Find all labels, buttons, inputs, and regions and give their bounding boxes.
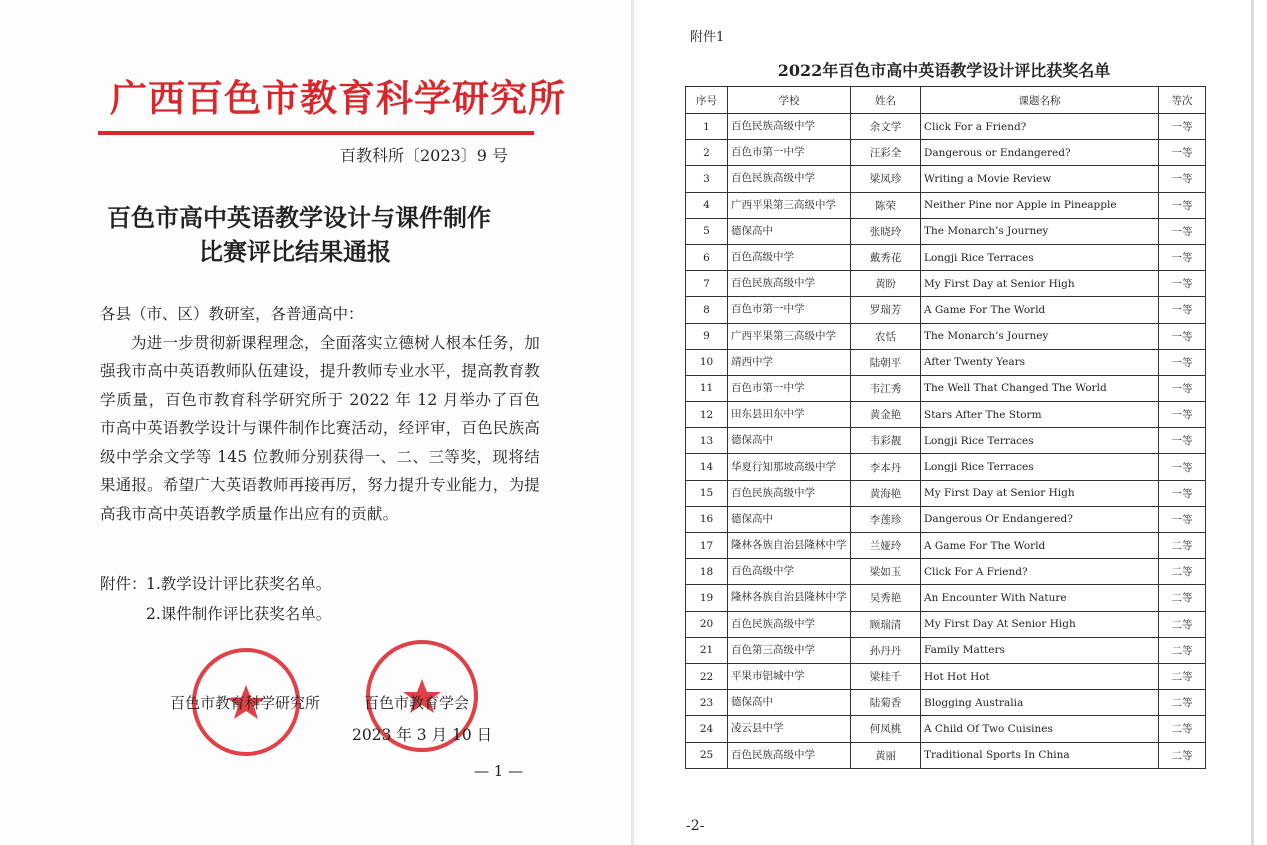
cell-topic: The Monarch’s Journey: [921, 218, 1159, 244]
table-header-row: [686, 87, 1206, 114]
cell-name: 黄丽: [851, 742, 921, 768]
table-row: [686, 480, 1206, 506]
cell-name: 张晓玲: [851, 218, 921, 244]
table-row: [686, 271, 1206, 297]
cell-school: 百色民族高级中学: [728, 742, 851, 768]
cell-no: 16: [686, 506, 728, 532]
cell-grade: 一等: [1159, 349, 1206, 375]
cell-name: 汪彩全: [851, 140, 921, 166]
cell-name: 罗瑞芳: [851, 297, 921, 323]
table-row: [686, 428, 1206, 454]
cell-grade: 一等: [1159, 166, 1206, 192]
cell-topic: Dangerous Or Endangered?: [921, 506, 1159, 532]
cell-grade: 一等: [1159, 140, 1206, 166]
table-row: [686, 585, 1206, 611]
cell-grade: 二等: [1159, 690, 1206, 716]
cell-no: 14: [686, 454, 728, 480]
salutation: 各县（市、区）教研室，各普通高中：: [100, 305, 364, 323]
cell-school: 凌云县中学: [728, 716, 851, 742]
cell-topic: A Game For The World: [921, 533, 1159, 559]
table-row: [686, 402, 1206, 428]
cell-grade: 二等: [1159, 611, 1206, 637]
cell-school: 靖西中学: [728, 349, 851, 375]
cell-grade: 一等: [1159, 323, 1206, 349]
cell-name: 李莲珍: [851, 506, 921, 532]
cell-topic: Dangerous or Endangered?: [921, 140, 1159, 166]
cell-topic: A Game For The World: [921, 297, 1159, 323]
cell-name: 吴秀艳: [851, 585, 921, 611]
cell-topic: Family Matters: [921, 637, 1159, 663]
cell-grade: 一等: [1159, 480, 1206, 506]
cell-no: 3: [686, 166, 728, 192]
cell-topic: An Encounter With Nature: [921, 585, 1159, 611]
body-paragraph: 为进一步贯彻新课程理念，全面落实立德树人根本任务，加强我市高中英语教师队伍建设，提升教师专业水平，提高教育教学质量，百色市教育科学研究所于 2022 年 12 月举办了百色市高中英语教学设计与课件制作比赛活动，经评审，百色民族高级中学余文学等 145 位教师分别获得一、二、三等奖，现将结果通报。希望广大英语教师再接再厉，努力提升专业能力，为提高我市高中英语教学质量作出应有的贡献。: [100, 333, 540, 523]
cell-name: 陆朝平: [851, 349, 921, 375]
cell-name: 梁如玉: [851, 559, 921, 585]
cell-grade: 一等: [1159, 218, 1206, 244]
table-row: [686, 218, 1206, 244]
document-title-line-1: 百色市高中英语教学设计与课件制作: [107, 203, 491, 232]
column-header-name: 姓名: [851, 87, 921, 114]
cell-grade: 二等: [1159, 716, 1206, 742]
cell-no: 11: [686, 375, 728, 401]
annex-label: 附件1: [690, 30, 725, 45]
cell-name: 梁凤珍: [851, 166, 921, 192]
cell-school: 百色第三高级中学: [728, 637, 851, 663]
cell-school: 德保高中: [728, 428, 851, 454]
cell-name: 梁桂千: [851, 663, 921, 689]
table-row: [686, 716, 1206, 742]
issuer-header: 广西百色市教育科学研究所: [110, 76, 566, 120]
cell-grade: 一等: [1159, 506, 1206, 532]
column-header-topic: 课题名称: [921, 87, 1159, 114]
cell-topic: The Monarch’s Journey: [921, 323, 1159, 349]
cell-school: 百色民族高级中学: [728, 611, 851, 637]
cell-grade: 一等: [1159, 454, 1206, 480]
cell-topic: The Well That Changed The World: [921, 375, 1159, 401]
document-number: 百教科所〔2023〕9 号: [340, 146, 508, 165]
cell-topic: My First Day at Senior High: [921, 271, 1159, 297]
cell-school: 德保高中: [728, 690, 851, 716]
table-title: 2022年百色市高中英语教学设计评比获奖名单: [777, 61, 1111, 80]
cell-school: 百色高级中学: [728, 244, 851, 270]
cell-school: 百色市第一中学: [728, 375, 851, 401]
table-row: [686, 244, 1206, 270]
table-row: [686, 663, 1206, 689]
cell-no: 12: [686, 402, 728, 428]
cell-no: 18: [686, 559, 728, 585]
table-row: [686, 637, 1206, 663]
column-header-school: 学校: [728, 87, 851, 114]
table-row: [686, 323, 1206, 349]
cell-topic: Longji Rice Terraces: [921, 428, 1159, 454]
cell-no: 4: [686, 192, 728, 218]
cell-name: 戴秀花: [851, 244, 921, 270]
cell-no: 2: [686, 140, 728, 166]
cell-no: 19: [686, 585, 728, 611]
cell-school: 百色高级中学: [728, 559, 851, 585]
cell-name: 何凤桃: [851, 716, 921, 742]
table-row: [686, 349, 1206, 375]
page-number-right: -2-: [686, 818, 705, 834]
cell-school: 百色市第一中学: [728, 140, 851, 166]
cell-grade: 一等: [1159, 114, 1206, 140]
cell-topic: A Child Of Two Cuisines: [921, 716, 1159, 742]
table-row: [686, 742, 1206, 768]
cell-school: 平果市铝城中学: [728, 663, 851, 689]
cell-school: 隆林各族自治县隆林中学: [728, 533, 851, 559]
column-header-grade: 等次: [1159, 87, 1206, 114]
cell-school: 华夏行知那坡高级中学: [728, 454, 851, 480]
table-row: [686, 114, 1206, 140]
cell-name: 兰娅玲: [851, 533, 921, 559]
cell-topic: Click For a Friend?: [921, 114, 1159, 140]
table-body: [686, 114, 1206, 769]
cell-no: 22: [686, 663, 728, 689]
cell-no: 13: [686, 428, 728, 454]
cell-topic: After Twenty Years: [921, 349, 1159, 375]
cell-topic: Neither Pine nor Apple in Pineapple: [921, 192, 1159, 218]
table-row: [686, 559, 1206, 585]
cell-no: 8: [686, 297, 728, 323]
table-row: [686, 375, 1206, 401]
cell-grade: 二等: [1159, 585, 1206, 611]
attachment-item-2: 2.课件制作评比获奖名单。: [146, 605, 332, 623]
cell-topic: Stars After The Storm: [921, 402, 1159, 428]
cell-no: 5: [686, 218, 728, 244]
cell-grade: 二等: [1159, 533, 1206, 559]
cell-school: 广西平果第三高级中学: [728, 323, 851, 349]
cell-no: 9: [686, 323, 728, 349]
cell-topic: Writing a Movie Review: [921, 166, 1159, 192]
cell-name: 农恬: [851, 323, 921, 349]
table-row: [686, 166, 1206, 192]
award-table: [685, 86, 1206, 769]
cell-grade: 一等: [1159, 428, 1206, 454]
cell-no: 25: [686, 742, 728, 768]
table-row: [686, 611, 1206, 637]
cell-grade: 一等: [1159, 192, 1206, 218]
cell-school: 百色市第一中学: [728, 297, 851, 323]
attachment-label: 附件：: [100, 575, 147, 593]
cell-grade: 二等: [1159, 637, 1206, 663]
red-divider: [98, 131, 534, 135]
column-header-no: 序号: [686, 87, 728, 114]
issue-date: 2023 年 3 月 10 日: [352, 726, 493, 744]
cell-topic: My First Day at Senior High: [921, 480, 1159, 506]
cell-name: 顾瑞清: [851, 611, 921, 637]
cell-topic: Longji Rice Terraces: [921, 454, 1159, 480]
cell-name: 余文学: [851, 114, 921, 140]
signer-institute: 百色市教育科学研究所: [170, 694, 321, 712]
table-row: [686, 297, 1206, 323]
cell-no: 15: [686, 480, 728, 506]
cell-no: 17: [686, 533, 728, 559]
cell-no: 24: [686, 716, 728, 742]
cell-grade: 二等: [1159, 663, 1206, 689]
cell-school: 百色民族高级中学: [728, 114, 851, 140]
cell-name: 李本丹: [851, 454, 921, 480]
notice-body: [100, 300, 540, 528]
table-row: [686, 192, 1206, 218]
cell-school: 隆林各族自治县隆林中学: [728, 585, 851, 611]
cell-name: 陈荣: [851, 192, 921, 218]
cell-grade: 一等: [1159, 271, 1206, 297]
cell-no: 21: [686, 637, 728, 663]
cell-no: 1: [686, 114, 728, 140]
cell-name: 黄海艳: [851, 480, 921, 506]
cell-grade: 二等: [1159, 742, 1206, 768]
cell-name: 韦江秀: [851, 375, 921, 401]
cell-grade: 一等: [1159, 375, 1206, 401]
cell-school: 百色民族高级中学: [728, 480, 851, 506]
cell-name: 孙丹丹: [851, 637, 921, 663]
cell-no: 23: [686, 690, 728, 716]
cell-school: 广西平果第三高级中学: [728, 192, 851, 218]
cell-topic: Blogging Australia: [921, 690, 1159, 716]
cell-school: 田东县田东中学: [728, 402, 851, 428]
cell-no: 20: [686, 611, 728, 637]
cell-topic: Hot Hot Hot: [921, 663, 1159, 689]
table-row: [686, 454, 1206, 480]
cell-grade: 一等: [1159, 402, 1206, 428]
cell-no: 10: [686, 349, 728, 375]
signer-association: 百色市教育学会: [364, 694, 470, 712]
cell-topic: Traditional Sports In China: [921, 742, 1159, 768]
cell-topic: My First Day At Senior High: [921, 611, 1159, 637]
table-row: [686, 140, 1206, 166]
table-row: [686, 690, 1206, 716]
cell-school: 百色民族高级中学: [728, 166, 851, 192]
cell-school: 百色民族高级中学: [728, 271, 851, 297]
cell-school: 德保高中: [728, 218, 851, 244]
attachment-item-1: 1.教学设计评比获奖名单。: [146, 575, 332, 593]
cell-topic: Click For A Friend?: [921, 559, 1159, 585]
cell-topic: Longji Rice Terraces: [921, 244, 1159, 270]
cell-name: 黄盼: [851, 271, 921, 297]
cell-school: 德保高中: [728, 506, 851, 532]
cell-no: 6: [686, 244, 728, 270]
cell-name: 黄金艳: [851, 402, 921, 428]
table-row: [686, 506, 1206, 532]
cell-grade: 二等: [1159, 559, 1206, 585]
cell-no: 7: [686, 271, 728, 297]
document-title-line-2: 比赛评比结果通报: [199, 237, 391, 266]
scan-edge: [1251, 0, 1254, 845]
cell-grade: 一等: [1159, 244, 1206, 270]
table-row: [686, 533, 1206, 559]
page-number-left: — 1 —: [474, 762, 524, 780]
cell-name: 陆菊香: [851, 690, 921, 716]
cell-name: 韦彩靓: [851, 428, 921, 454]
cell-grade: 一等: [1159, 297, 1206, 323]
